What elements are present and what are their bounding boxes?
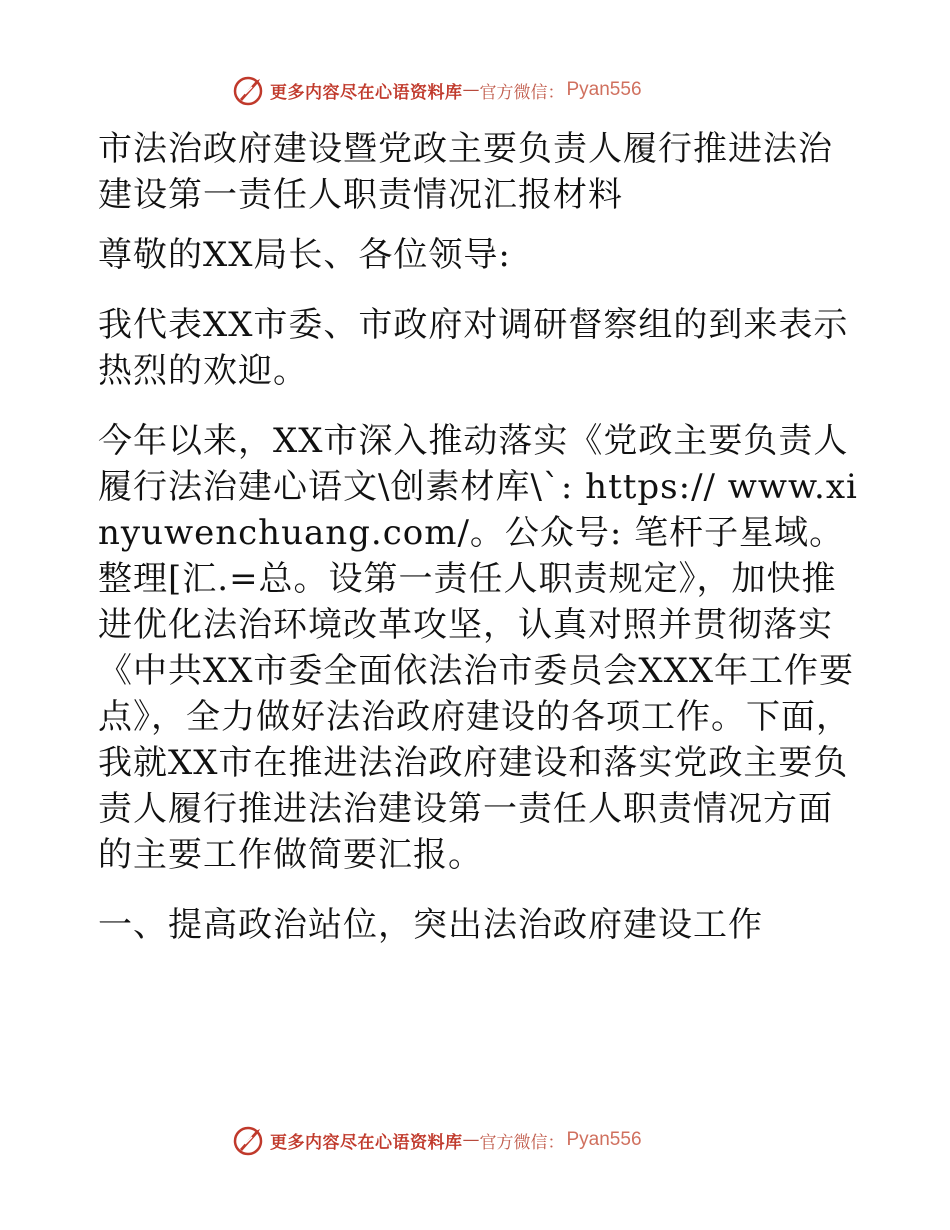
banner-dash: — bbox=[462, 1130, 480, 1150]
document-title: 市法治政府建设暨党政主要负责人履行推进法治建设第一责任人职责情况汇报材料 bbox=[98, 129, 833, 215]
footer-watermark-banner bbox=[232, 1122, 642, 1158]
banner-site-name: 更多内容尽在心语资料库 bbox=[270, 1132, 463, 1153]
banner-dash: — bbox=[462, 80, 480, 100]
paragraph-summary: 今年以来，XX市深入推动落实《党政主要负责人履行法治建心语文\创素材库\`: https:// www.xinyuwenchuang.com/。公众号: 笔杆子星域。整理[汇.=总。设第一责任人职责规定》，加快推进优化法治环境改革攻坚，认真对照并贯彻落实《中共XX市委全面依法治市委员会XXX年工作要点》，全力做好法治政府建设的各项工作。下面，我就XX市在推进法治政府建设和落实党政主要负责人履行推进法治建设第一责任人职责情况方面的主要工作做简要汇报。 bbox=[98, 421, 858, 875]
quill-pen-icon bbox=[232, 1123, 266, 1157]
banner-wechat-id: Pyan556 bbox=[566, 79, 642, 100]
salutation: 尊敬的XX局长、各位领导: bbox=[98, 235, 511, 275]
section-heading: 一、提高政治站位，突出法治政府建设工作 bbox=[98, 905, 763, 945]
banner-site-name: 更多内容尽在心语资料库 bbox=[270, 82, 463, 103]
paragraph-welcome: 我代表XX市委、市政府对调研督察组的到来表示热烈的欢迎。 bbox=[98, 305, 849, 391]
document-body bbox=[98, 126, 858, 948]
quill-pen-icon bbox=[232, 73, 266, 107]
banner-wechat-label: 官方微信： bbox=[479, 82, 565, 103]
header-watermark-banner bbox=[232, 72, 642, 108]
banner-wechat-label: 官方微信： bbox=[479, 1132, 565, 1153]
banner-wechat-id: Pyan556 bbox=[566, 1129, 642, 1150]
